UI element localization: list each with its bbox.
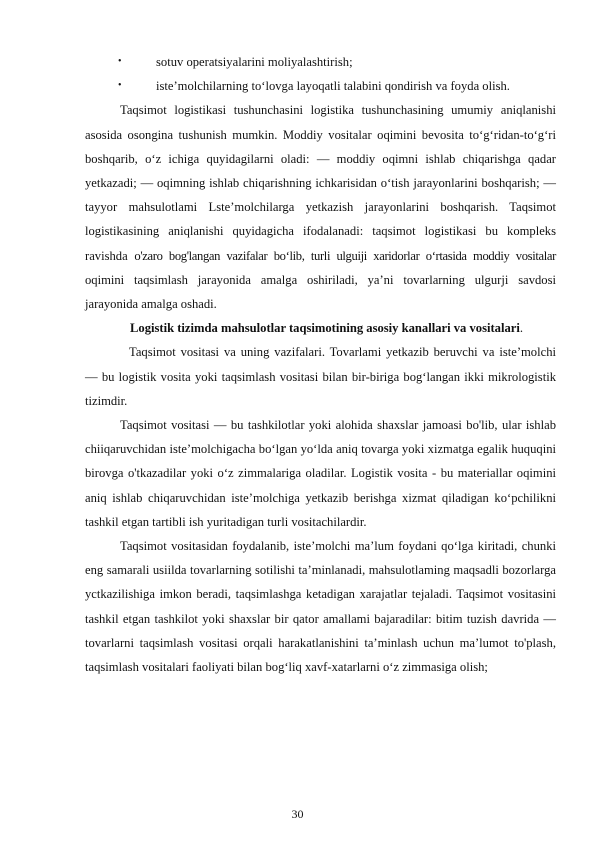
paragraph-channel-benefits [85,534,556,679]
paragraph-text: Taqsimot vositasidan foydalanib, iste’molchi ma’lum foydani qo‘lga kiritadi, chunki eng samarali usiilda tovarlarning sotilishi ta’minlanadi, mahsulotlaming maqsadli bozorlarga yctkazilishiga imkon beradi, taqsimlashga ketadigan xarajatlar tejaladi. Taqsimot vositasini tashkil etgan tashkilot yoki shaxslar bir qator amallami bajaradilar: bitim tuzish davrida — tovarlarni taqsimlash vositasi orqali harakatlanishini ta’minlash uchun ma’lumot to'plash, taqsimlash vositalari faoliyati bilan bog‘liq xavf-xatarlarni o‘z zimmasiga olish; [85,539,556,675]
paragraph-channel-definition [85,413,556,534]
page-number: 30 [291,807,304,821]
paragraph-text: Taqsimot vositasi va uning vazifalari. Tovarlami yetkazib beruvchi va iste’molchi — bu logistik vosita yoki taqsimlash vositasi bilan bir-biriga bog‘langan ikki mikrologistik tizimdir. [85,345,556,408]
document-page [85,50,556,679]
list-item-text: iste’molchilarning to‘lovga layoqatli talabini qondirish va foyda olish. [156,79,510,94]
paragraph-distribution-logistics [85,98,556,316]
paragraph-text: Taqsimot vositasi — bu tashkilotlar yoki alohida shaxslar jamoasi bo'lib, ular ishlab chiiqaruvchidan iste’molchigacha bo‘lgan yo‘lda aniq tovarga yoki xizmatga egalik huquqini birovga o'tkazadilar yoki o‘z zimmalariga oladilar. Logistik vosita - bu materiallar oqimini aniq ishlab chiqaruvchidan iste’molchiga yetkazib berishga xizmat qiladigan ko‘pchilikni tashkil etgan tartibli ish yuritadigan turli vositachilardir. [85,418,556,529]
bullet-icon: • [118,80,122,92]
bullet-icon: • [118,56,122,67]
bullet-list [85,50,556,98]
section-heading [85,316,556,340]
list-item-text: sotuv operatsiyalarini moliyalashtirish; [156,55,353,69]
section-heading-suffix: . [519,321,524,336]
paragraph-text-condensed: o'zaro bog'langan vazifalar bo‘lib, turli ulguiji xaridorlar o‘rtasida moddiy vositalar [134,248,556,263]
paragraph-text: oqimini taqsimlash jarayonida amalga oshiriladi, ya’ni tovarlarning ulgurji savdosi jarayonida amalga oshadi. [85,272,556,312]
list-item [85,74,556,98]
paragraph-text: Taqsimot logistikasi tushunchasini logistika tushunchasining umumiy aniqlanishi asosida osongina tushunish mumkin. Moddiy vositalar oqimini bevosita to‘g‘ridan-to‘g‘ri boshqarib, o‘z ichiga quyidagilarni oladi: — moddiy oqimni ishlab chiqarishga qadar yetkazadi; — oqimning ishlab chiqarishning ichkarisidan o‘tish jarayonlarini boshqarish; — tayyor mahsulotlami Lste’molchilarga yetkazish jarayonlarini boshqarish. Taqsimot logistikasining aniqlanishi quyidagicha ifodalanadi: taqsimot logistikasi bu kompleks ravishda [85,103,556,263]
list-item [85,50,556,74]
paragraph-channel-functions [85,340,556,413]
section-heading-text: Logistik tizimda mahsulotlar taqsimotining asosiy kanallari va vositalari [130,321,520,336]
